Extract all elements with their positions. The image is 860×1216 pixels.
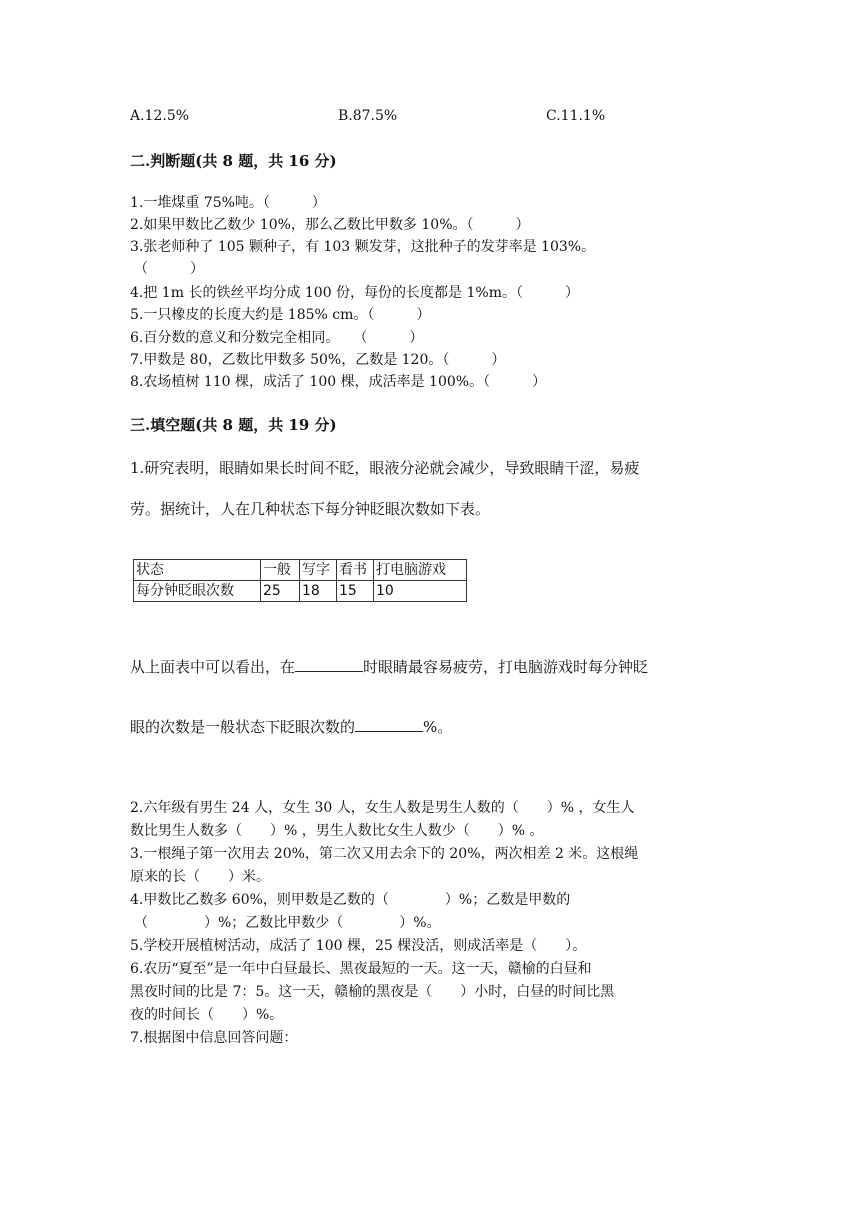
- table-cell: 18: [300, 581, 337, 602]
- table-cell: 写字: [300, 560, 337, 581]
- table-cell: 10: [374, 581, 467, 602]
- question-1-line-2: 劳。据统计，人在几种状态下每分钟眨眼次数如下表。: [130, 500, 491, 518]
- table-cell: 25: [261, 581, 300, 602]
- fill-item: 4.甲数比乙数多 60%，则甲数是乙数的（ ）%；乙数是甲数的: [130, 892, 571, 908]
- table-cell: 每分钟眨眼次数: [134, 581, 261, 602]
- judgement-item: 1.一堆煤重 75%吨。（ ）: [130, 195, 326, 211]
- table-cell: 15: [337, 581, 374, 602]
- fill-blank[interactable]: [355, 717, 423, 732]
- fill-text: 时眼睛最容易疲劳，打电脑游戏时每分钟眨: [363, 658, 649, 676]
- option-a: A.12.5%: [130, 108, 190, 124]
- judgement-item: 5.一只橡皮的长度大约是 185% cm。（ ）: [130, 307, 431, 323]
- judgement-item: 3.张老师种了 105 颗种子，有 103 颗发芽，这批种子的发芽率是 103%。: [130, 239, 596, 255]
- fill-item: 6.农历“夏至”是一年中白昼最长、黑夜最短的一天。这一天，赣榆的白昼和: [130, 961, 592, 977]
- judgement-item: 6.百分数的意义和分数完全相同。 （ ）: [130, 330, 424, 346]
- fill-item-continuation: （ ）%；乙数比甲数少（ ）%。: [134, 915, 441, 931]
- table-cell: 状态: [134, 560, 261, 581]
- section-title-fill: 三.填空题(共 8 题，共 19 分): [130, 416, 337, 434]
- fill-item: 7.根据图中信息回答问题：: [130, 1030, 298, 1046]
- section-title-judgement: 二.判断题(共 8 题，共 16 分): [130, 152, 337, 170]
- option-c: C.11.1%: [546, 108, 606, 124]
- table-cell: 打电脑游戏: [374, 560, 467, 581]
- fill-item: 5.学校开展植树活动，成活了 100 棵，25 棵没活，则成活率是（ ）。: [130, 938, 587, 954]
- blink-table: [133, 559, 467, 602]
- option-b: B.87.5%: [338, 108, 398, 124]
- judgement-item-continuation: （ ）: [134, 261, 204, 277]
- fill-text: 眼的次数是一般状态下眨眼次数的: [130, 718, 356, 736]
- question-1-fill-line-1: [130, 656, 648, 677]
- fill-blank[interactable]: [295, 657, 363, 672]
- fill-item-continuation: 夜的时间长（ ）%。: [130, 1007, 284, 1023]
- fill-item-continuation: 数比男生人数多（ ）% ，男生人数比女生人数少（ ）% 。: [130, 823, 544, 839]
- judgement-item: 2.如果甲数比乙数少 10%，那么乙数比甲数多 10%。（ ）: [130, 217, 530, 233]
- question-1-line-1: 1.研究表明，眼睛如果长时间不眨，眼液分泌就会减少，导致眼睛干涩，易疲: [130, 459, 640, 477]
- fill-item-continuation: 原来的长（ ）米。: [130, 869, 270, 885]
- question-1-fill-line-2: [130, 716, 452, 737]
- fill-text: 从上面表中可以看出，在: [130, 658, 296, 676]
- judgement-item: 4.把 1m 长的铁丝平均分成 100 份，每份的长度都是 1%m。（ ）: [130, 285, 579, 301]
- fill-item-continuation: 黑夜时间的比是 7：5。这一天，赣榆的黑夜是（ ）小时，白昼的时间比黑: [130, 984, 615, 1000]
- table-row: [134, 581, 467, 602]
- fill-item: 3.一根绳子第一次用去 20%，第二次又用去余下的 20%，两次相差 2 米。这根绳: [130, 846, 639, 862]
- table-cell: 看书: [337, 560, 374, 581]
- judgement-item: 7.甲数是 80，乙数比甲数多 50%，乙数是 120。（ ）: [130, 352, 506, 368]
- table-cell: 一般: [261, 560, 300, 581]
- fill-text: %。: [423, 718, 453, 736]
- fill-item: 2.六年级有男生 24 人，女生 30 人，女生人数是男生人数的（ ）% ，女生人: [130, 800, 635, 816]
- table-header-row: [134, 560, 467, 581]
- judgement-item: 8.农场植树 110 棵，成活了 100 棵，成活率是 100%。（ ）: [130, 374, 547, 390]
